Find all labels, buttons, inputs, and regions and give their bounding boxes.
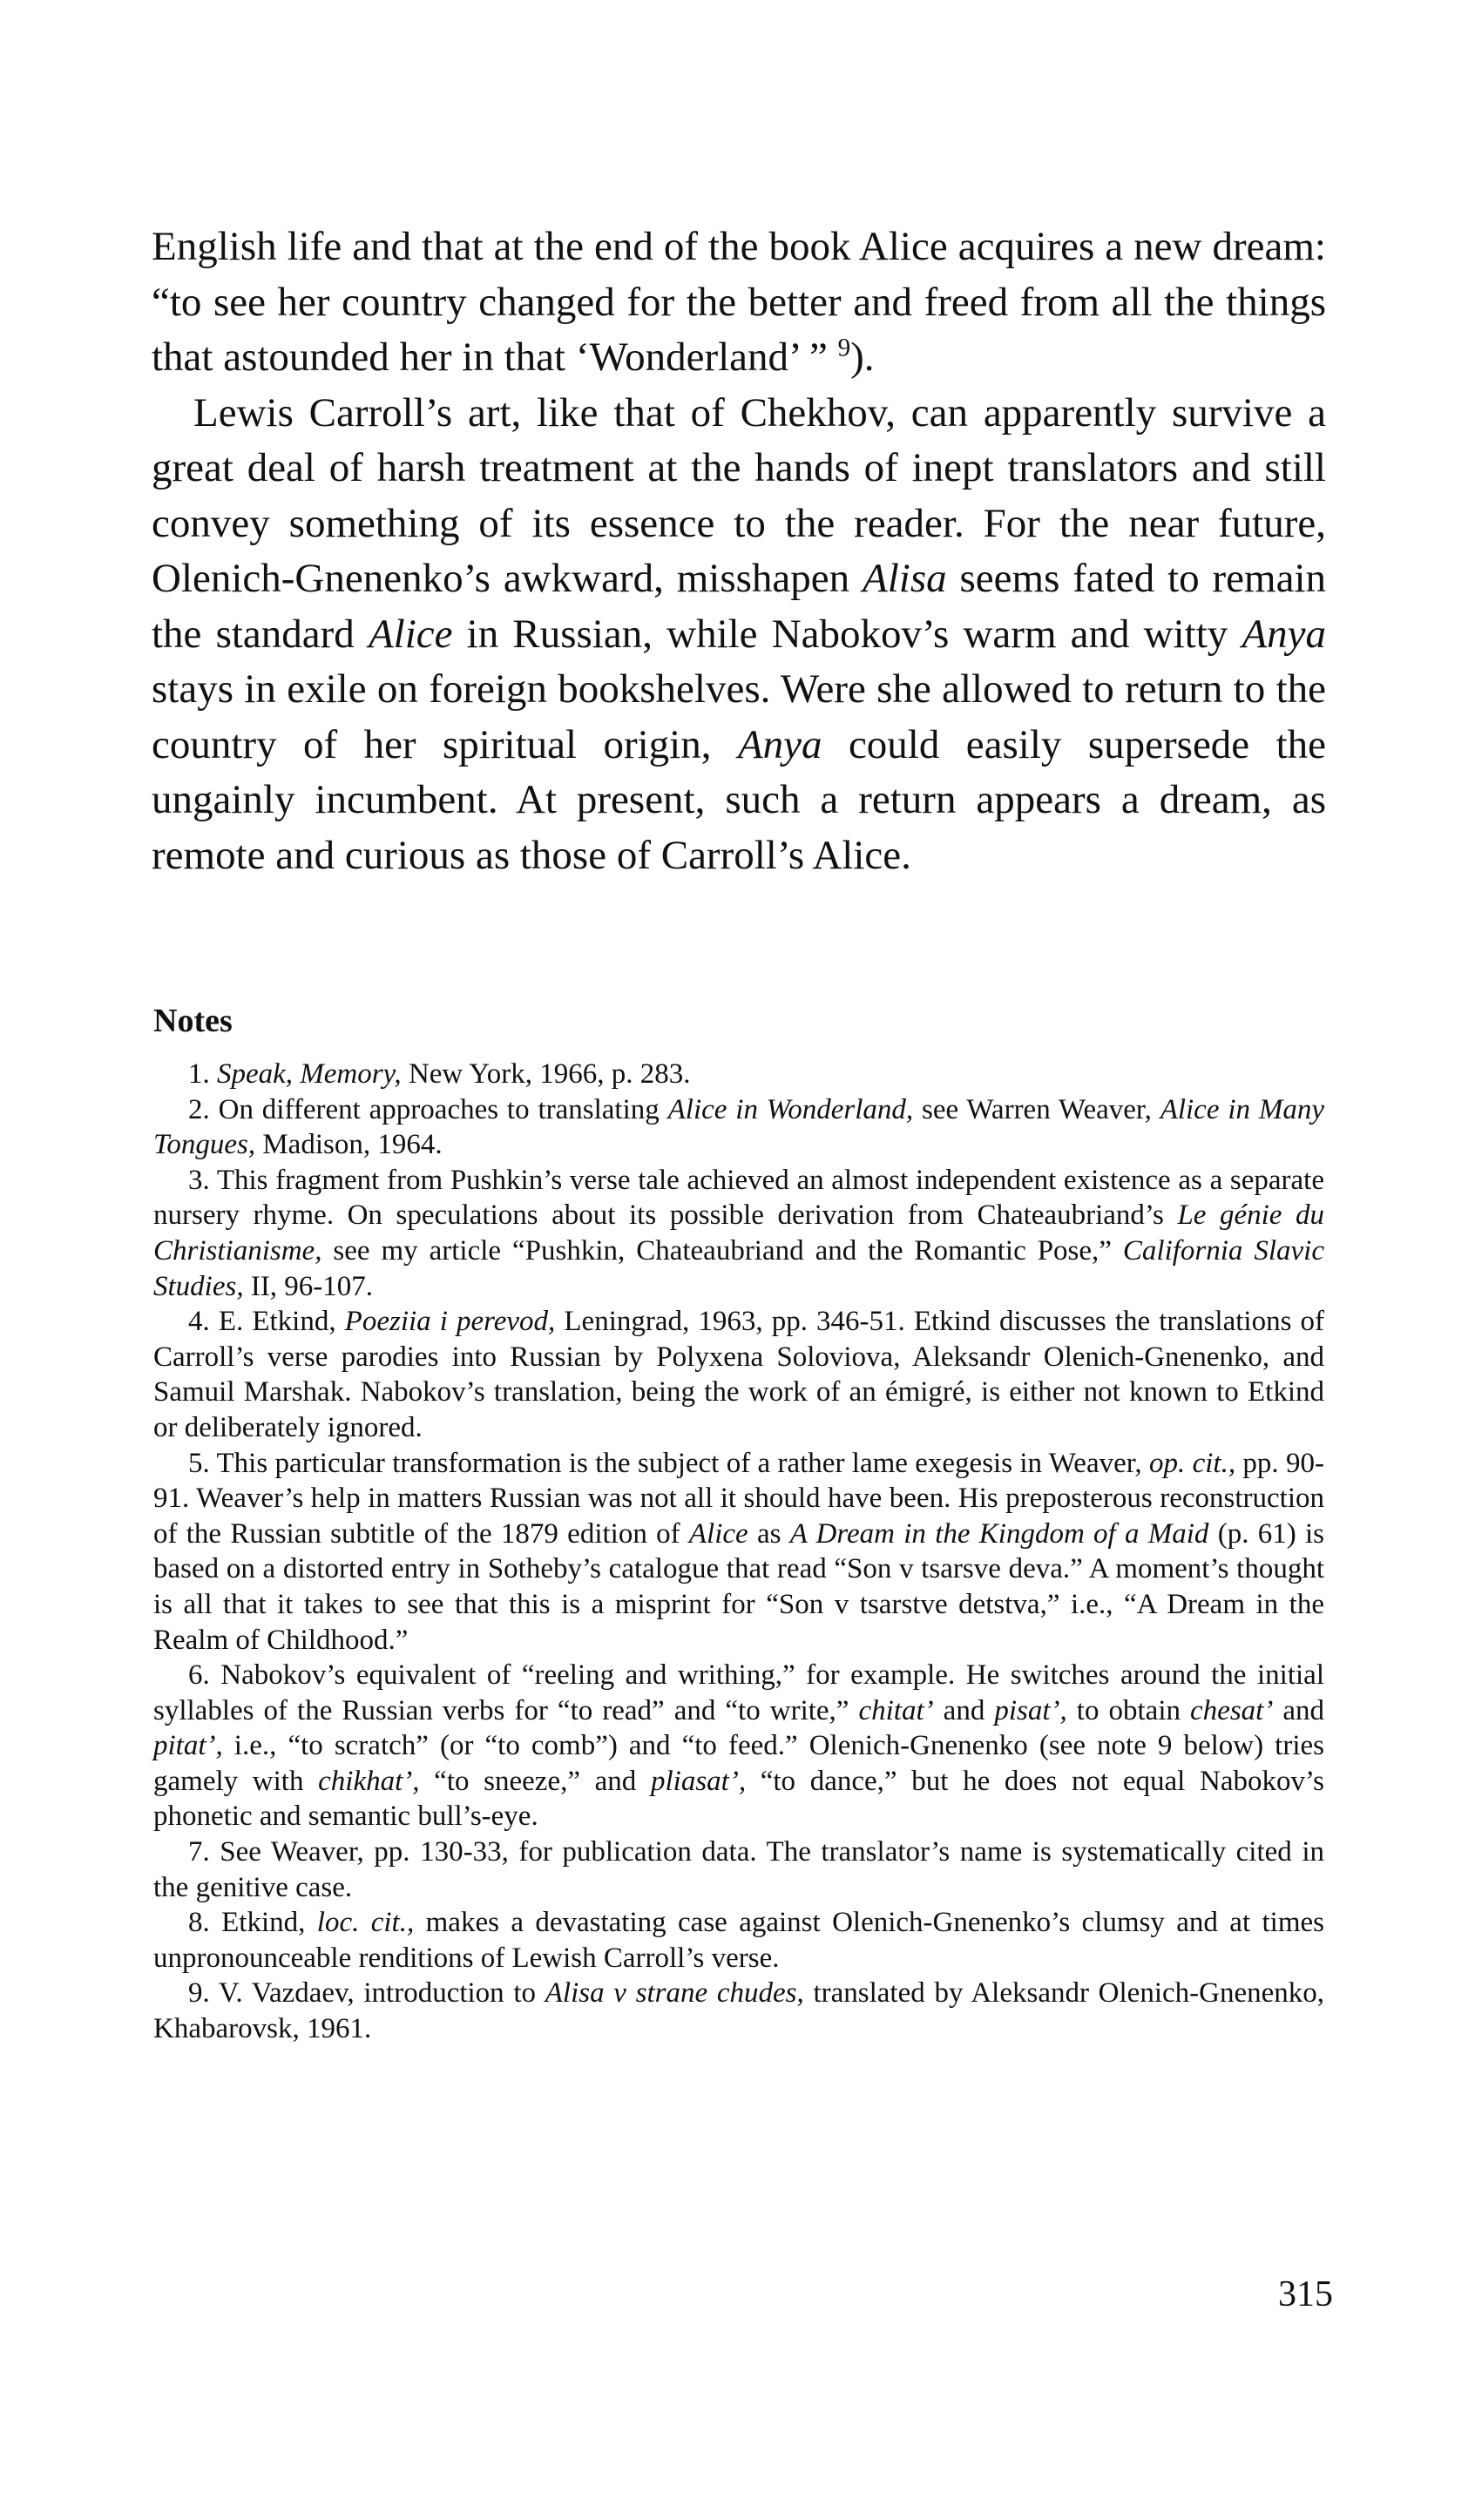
note-number: 1. bbox=[188, 1058, 210, 1090]
text-run: E. Etkind, bbox=[209, 1306, 345, 1338]
text-run: ). bbox=[850, 334, 875, 380]
note-7 bbox=[153, 1834, 1324, 1905]
note-number: 3. bbox=[188, 1164, 210, 1196]
page-number: 315 bbox=[1278, 2274, 1333, 2314]
main-text bbox=[152, 220, 1326, 883]
italic-title: Le génie du Christianisme, bbox=[153, 1199, 1324, 1267]
italic-title: Poeziia i perevod, bbox=[344, 1306, 556, 1338]
text-run: II, 96-107. bbox=[243, 1270, 374, 1302]
italic-word: pitat’, bbox=[153, 1730, 223, 1762]
paragraph-continued bbox=[152, 220, 1326, 386]
text-run: This fragment from Pushkin’s verse tale achieved an almost independent existence as a separate nursery rhyme. On speculations about its possible derivation from Chateaubriand’s bbox=[153, 1164, 1324, 1232]
note-number: 9. bbox=[188, 1977, 210, 2010]
text-run: Leningrad, 1963, pp. 346-51. Etkind discusses the translations of Carroll’s verse parodies into Russian by Polyxena Soloviova, Aleksandr Olenich-Gnenenko, and Samuil Marshak. Nabokov’s translation, being the work of an émigré, is either not known to Etkind or deliberately ignored. bbox=[153, 1306, 1324, 1443]
note-3 bbox=[153, 1163, 1324, 1304]
italic-word: chesat’ bbox=[1190, 1694, 1274, 1726]
text-run: and bbox=[933, 1694, 995, 1726]
note-number: 2. bbox=[188, 1093, 210, 1125]
text-run: English life and that at the end of the book Alice acquires a new dream: “to see her country changed for the better and freed from all the things that astounded her in that ‘Wonderland’ ” bbox=[152, 224, 1326, 380]
text-run: See Weaver, pp. 130-33, for publication data. The translator’s name is systematically cited in the genitive case. bbox=[153, 1836, 1324, 1903]
notes-heading: Notes bbox=[153, 1003, 233, 1039]
text-run: Madison, 1964. bbox=[255, 1129, 443, 1161]
italic-title: A Dream in the Kingdom of a Maid bbox=[789, 1517, 1209, 1550]
italic-word: pliasat’, bbox=[650, 1765, 747, 1797]
italic-word: pisat’, bbox=[994, 1694, 1067, 1726]
note-4 bbox=[153, 1304, 1324, 1445]
text-run: i.e., “to scratch” (or “to comb”) and “to feed.” Olenich-Gnenenko (see note 9 below) tries gamely with bbox=[153, 1730, 1324, 1797]
text-run: see Warren Weaver, bbox=[913, 1093, 1160, 1125]
text-run: seems fated to remain the standard bbox=[152, 556, 1326, 657]
notes-list bbox=[153, 1057, 1324, 2047]
italic-word: chikhat’, bbox=[318, 1765, 420, 1797]
text-run: On different approaches to translating bbox=[209, 1093, 668, 1125]
text-run: Lewis Carroll’s art, like that of Chekhov, can apparently survive a great deal of harsh treatment at the hands of inept translators and still convey something of its essence to the reader. For the near future, Olenich-Gnenenko’s awkward, misshapen bbox=[152, 389, 1326, 601]
italic-title: Alice bbox=[368, 611, 453, 657]
text-run: “to sneeze,” and bbox=[419, 1765, 651, 1797]
text-run: translated by Aleksandr Olenich-Gnenenko, Khabarovsk, 1961. bbox=[153, 1977, 1324, 2045]
note-2 bbox=[153, 1092, 1324, 1163]
note-5 bbox=[153, 1446, 1324, 1659]
text-run: to obtain bbox=[1066, 1694, 1191, 1726]
text-run: in Russian, while Nabokov’s warm and witty bbox=[452, 611, 1242, 657]
text-run: Etkind, bbox=[209, 1907, 317, 1939]
italic-title: Anya bbox=[1242, 611, 1327, 657]
text-run: stays in exile on foreign bookshelves. Were she allowed to return to the country of her spiritual origin, bbox=[152, 666, 1326, 767]
text-run: This particular transformation is the subject of a rather lame exegesis in Weaver, bbox=[209, 1447, 1149, 1479]
paragraph bbox=[152, 386, 1326, 884]
text-run: could easily supersede the ungainly incumbent. At present, such a return appears a dream, as remote and curious as those of Carroll’s Alice. bbox=[152, 721, 1327, 878]
italic-word: loc. cit., bbox=[316, 1907, 415, 1939]
note-number: 5. bbox=[188, 1447, 210, 1479]
italic-title: California Slavic Studies, bbox=[153, 1234, 1324, 1302]
footnote-ref: 9 bbox=[837, 334, 851, 362]
italic-title: Alisa bbox=[863, 556, 947, 601]
note-1 bbox=[153, 1057, 1324, 1092]
text-run: see my article “Pushkin, Chateaubriand and the Romantic Pose,” bbox=[321, 1234, 1123, 1267]
text-run: makes a devastating case against Olenich-Gnenenko’s clumsy and at times unpronounceable renditions of Lewish Carroll’s verse. bbox=[153, 1907, 1324, 1974]
text-run: and bbox=[1273, 1694, 1325, 1726]
note-6 bbox=[153, 1658, 1324, 1834]
italic-word: chitat’ bbox=[858, 1694, 934, 1726]
text-run: pp. 90-91. Weaver’s help in matters Russian was not all it should have been. His preposterous reconstruction of the Russian subtitle of the 1879 edition of bbox=[153, 1447, 1324, 1550]
text-run: New York, 1966, p. 283. bbox=[401, 1058, 691, 1090]
note-number: 8. bbox=[188, 1907, 210, 1939]
text-run: Nabokov’s equivalent of “reeling and writhing,” for example. He switches around the initial syllables of the Russian verbs for “to read” and “to write,” bbox=[153, 1659, 1324, 1726]
note-8 bbox=[153, 1905, 1324, 1976]
italic-title: Alice bbox=[688, 1517, 748, 1550]
text-run: (p. 61) is based on a distorted entry in Sotheby’s catalogue that read “Son v tsarsve deva.” A moment’s thought is all that it takes to see that this is a misprint for “Son v tsarstve detstva,” i.e., “A Dream in the Realm of Childhood.” bbox=[153, 1517, 1324, 1656]
note-number: 7. bbox=[188, 1836, 210, 1868]
text-run: “to dance,” but he does not equal Nabokov’s phonetic and semantic bull’s-eye. bbox=[153, 1765, 1324, 1833]
italic-title: Alice in Wonderland, bbox=[667, 1093, 914, 1125]
italic-title: Anya bbox=[737, 721, 822, 767]
note-9 bbox=[153, 1976, 1324, 2046]
text-run: as bbox=[748, 1517, 790, 1550]
italic-title: op. cit., bbox=[1149, 1447, 1236, 1479]
note-number: 6. bbox=[188, 1659, 210, 1692]
italic-title: Alisa v strane chudes, bbox=[545, 1977, 804, 2010]
note-number: 4. bbox=[188, 1306, 210, 1338]
italic-title: Speak, Memory, bbox=[217, 1058, 402, 1090]
text-run: V. Vazdaev, introduction to bbox=[209, 1977, 545, 2010]
italic-title: Alice in Many Tongues, bbox=[153, 1093, 1324, 1161]
